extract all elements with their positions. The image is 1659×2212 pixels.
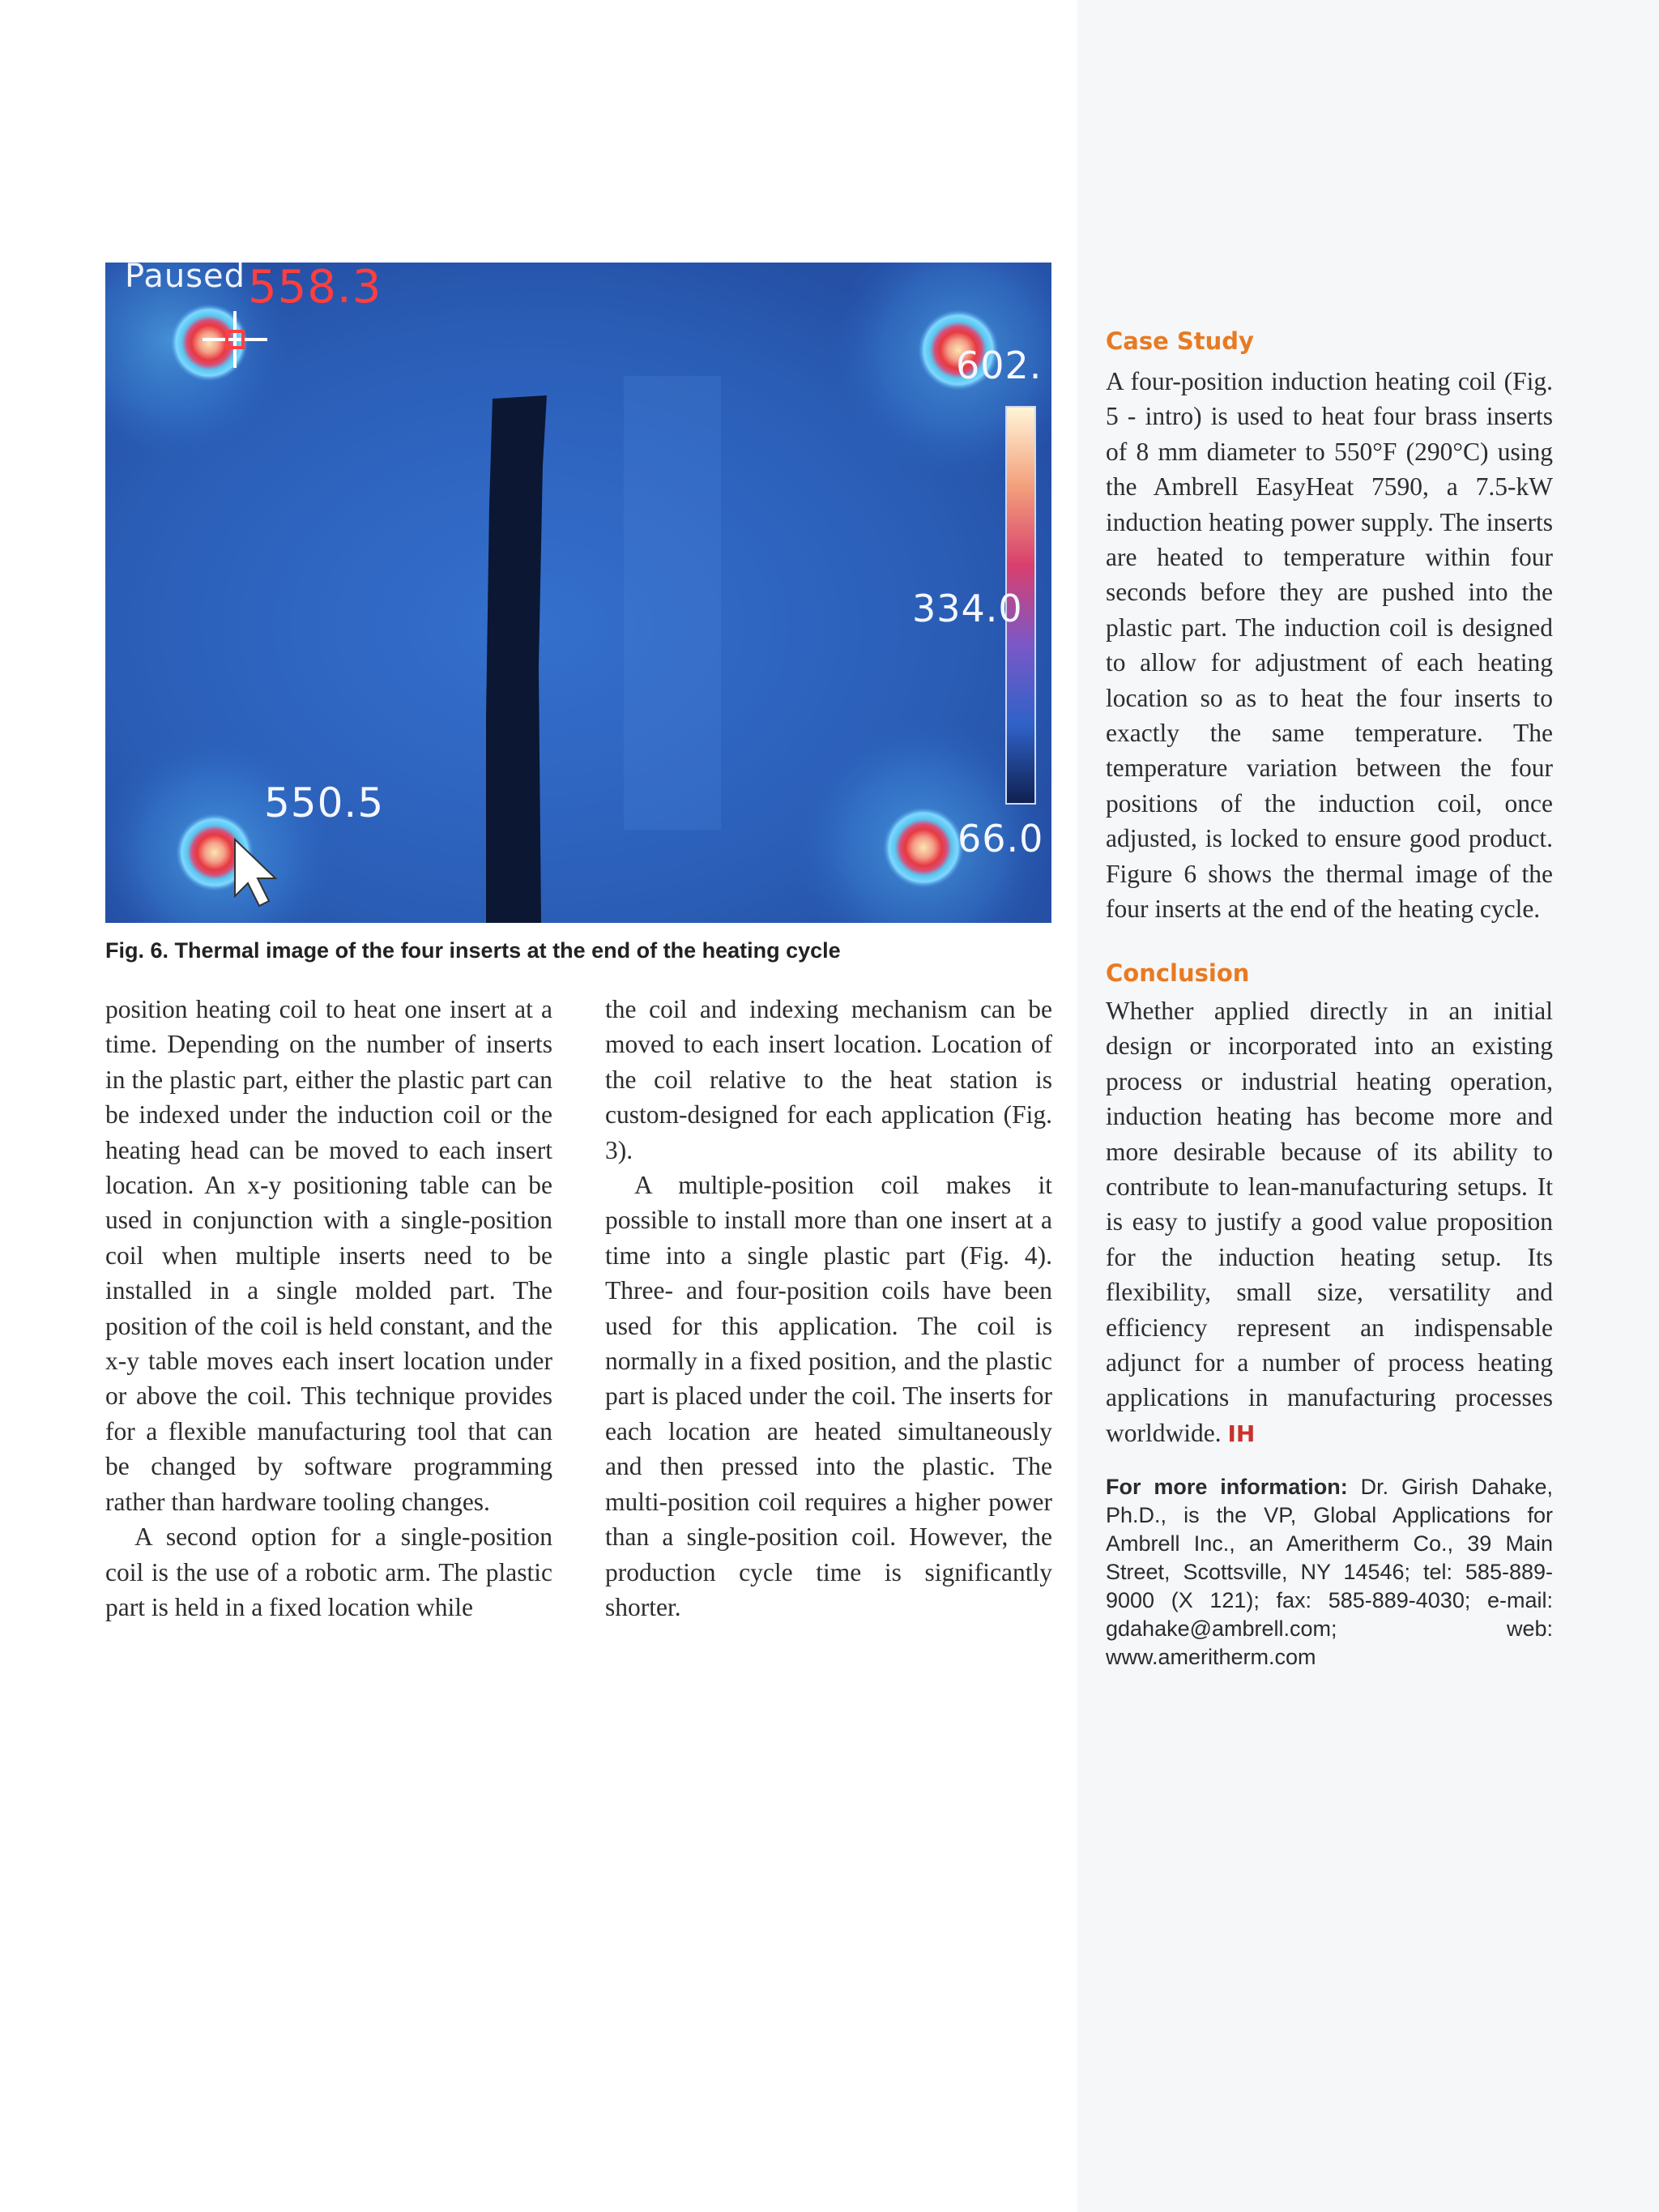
hot-insert-bottom-right (883, 807, 964, 888)
more-info-box (1106, 1473, 1553, 1672)
conclusion-text: Whether applied directly in an initial design or incorporated into an existing process or industrial heating operation, induction heating has become more and more desirable because of its ability to contribute to lean-manufacturing setups. It is easy to justify a good value proposition for the induction heating setup. Its flexibility, small size, versatility and efficiency represent an indispensable adjunct for a number of process heating applications in manufacturing processes worldwide. (1106, 997, 1553, 1447)
figure-caption: Fig. 6. Thermal image of the four inserts at the end of the heating cycle (105, 938, 841, 963)
case-study-heading: Case Study (1106, 327, 1254, 355)
readout-top-right: 602. (956, 344, 1043, 387)
more-info-label: For more information: (1106, 1475, 1348, 1499)
more-info-text: Dr. Girish Dahake, Ph.D., is the VP, Global Applications for Ambrell Inc., an Ameritherm Co., 39 Main Street, Scottsville, NY 14546; tel: 585-889-9000 (X 121); fax: 585-889-4030; e-mail: gdahake@ambrell.com; web: www.ameritherm.com (1106, 1475, 1553, 1669)
conclusion-heading: Conclusion (1106, 959, 1250, 987)
readout-bottom-left: 550.5 (264, 779, 385, 826)
dark-coil-shadow (486, 395, 547, 923)
body-column-2 (605, 992, 1052, 1625)
paragraph (1106, 993, 1553, 1451)
conclusion-body (1106, 993, 1553, 1451)
thermal-image-graphic (105, 263, 1051, 923)
readout-scale-mid: 334.0 (912, 587, 1023, 630)
ih-end-mark: IH (1227, 1420, 1256, 1447)
paragraph: A four-position induction heating coil (Fig. 5 - intro) is used to heat four brass inserts of 8 mm diameter to 550°F (290°C) using the Ambrell EasyHeat 7590, a 7.5-kW induction heating power supply. The inserts are heated to temperature within four seconds before they are pushed into the plastic part. The induction coil is designed to allow for adjustment of each heating location so as to heat the four inserts to exactly the same temperature. The temperature variation between the four positions of the induction coil, once adjusted, is locked to ensure good product. Figure 6 shows the thermal image of the four inserts at the end of the heating cycle. (1106, 367, 1553, 924)
paragraph: position heating coil to heat one insert at a time. Depending on the number of inserts in the plastic part, either the plastic part can be indexed under the induction coil or the heating head can be moved to each insert location. An x-y positioning table can be used in conjunction with a single-position coil when multiple inserts need to be installed in a single molded part. The position of the coil is held constant, and the x-y table moves each insert location under or above the coil. This technique provides for a flexible manufacturing tool that can be changed by software programming rather than hardware tooling changes. (105, 995, 552, 1516)
case-study-body (1106, 364, 1553, 927)
readout-top-left: 558.3 (248, 263, 382, 314)
paragraph: A multiple-position coil makes it possible to install more than one insert at a time into a single plastic part (Fig. 4). Three- and four-position coils have been used for this application. The coil is normally in a fixed position, and the plastic part is placed under the coil. The inserts for each location are heated simultaneously and then pressed into the plastic. The multi-position coil requires a higher power than a single-position coil. However, the production cycle time is significantly shorter. (605, 1171, 1052, 1621)
paragraph: A second option for a single-position coil is the use of a robotic arm. The plastic part is held in a fixed location while (105, 1522, 552, 1621)
body-column-1 (105, 992, 552, 1625)
thermal-image (105, 263, 1051, 923)
paragraph: the coil and indexing mechanism can be moved to each insert location. Location of the coil relative to the heat station is custom-designed for each application (Fig. 3). (605, 995, 1052, 1164)
paused-label: Paused (125, 263, 246, 295)
thermal-background-band (624, 376, 721, 830)
readout-scale-min: 66.0 (957, 817, 1044, 860)
